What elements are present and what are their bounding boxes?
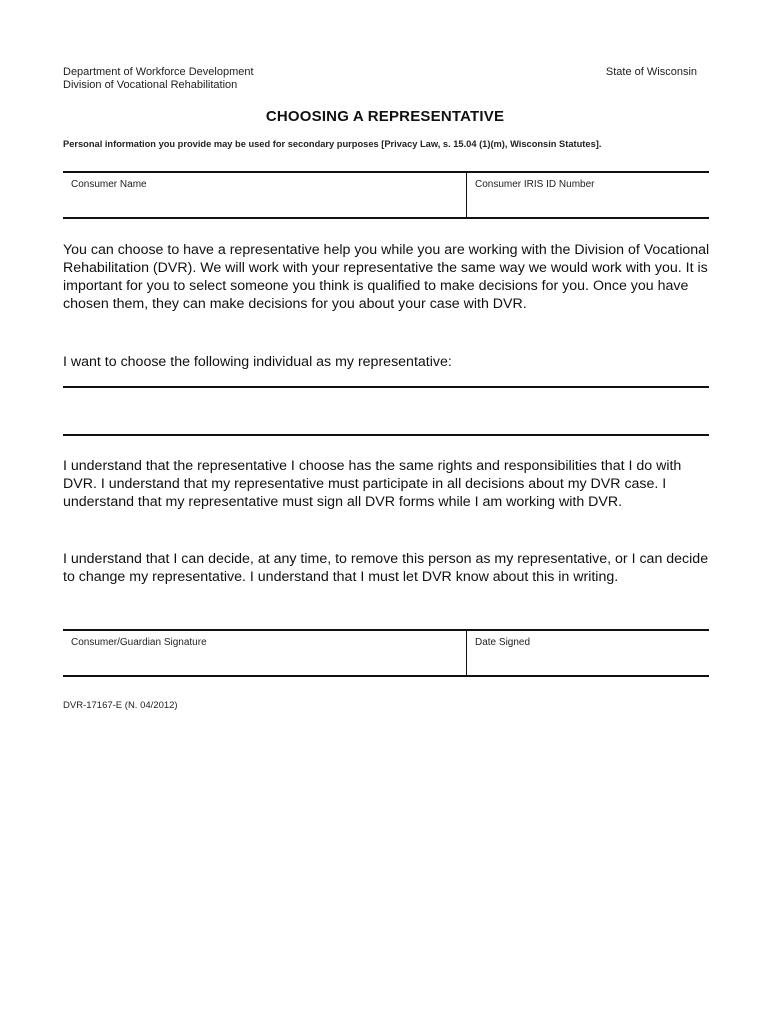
removal-paragraph: I understand that I can decide, at any time, to remove this person as my representative, or I can decide to change my representative. I understand that I must let DVR know about this in writing. bbox=[63, 551, 709, 585]
intro-paragraph: You can choose to have a representative help you while you are working with the Division of Vocational Rehabilitation (DVR). We will work with your representative the same way we would work with you. It is important for you to select someone you think is qualified to make decisions for you. Once you have chosen them, they can make decisions for you about your case with DVR. bbox=[63, 242, 710, 312]
signature-field[interactable] bbox=[63, 631, 466, 675]
signature-label: Consumer/Guardian Signature bbox=[71, 637, 207, 648]
signature-row bbox=[63, 629, 709, 677]
agency-division: Division of Vocational Rehabilitation bbox=[63, 79, 238, 91]
representative-name-line-1[interactable] bbox=[63, 386, 709, 388]
consumer-info-row bbox=[63, 171, 709, 219]
choose-representative-statement: I want to choose the following individual as my representative: bbox=[63, 354, 452, 370]
privacy-notice: Personal information you provide may be used for secondary purposes [Privacy Law, s. 15.04 (1)(m), Wisconsin Statutes]. bbox=[63, 139, 602, 149]
representative-name-line-2[interactable] bbox=[63, 434, 709, 436]
consumer-name-label: Consumer Name bbox=[71, 179, 147, 190]
rights-paragraph: I understand that the representative I choose has the same rights and responsibilities that I do with DVR. I understand that my representative must participate in all decisions about my DVR case. I understand that my representative must sign all DVR forms while I am working with DVR. bbox=[63, 458, 682, 510]
consumer-iris-id-label: Consumer IRIS ID Number bbox=[475, 179, 595, 190]
consumer-name-field[interactable] bbox=[63, 173, 466, 217]
consumer-iris-id-field[interactable] bbox=[466, 173, 709, 217]
form-number: DVR-17167-E (N. 04/2012) bbox=[63, 700, 178, 711]
date-signed-label: Date Signed bbox=[475, 637, 531, 648]
state-name: State of Wisconsin bbox=[605, 66, 697, 78]
date-signed-field[interactable] bbox=[466, 631, 709, 675]
form-title: CHOOSING A REPRESENTATIVE bbox=[265, 108, 505, 125]
agency-department: Department of Workforce Development bbox=[63, 66, 254, 78]
